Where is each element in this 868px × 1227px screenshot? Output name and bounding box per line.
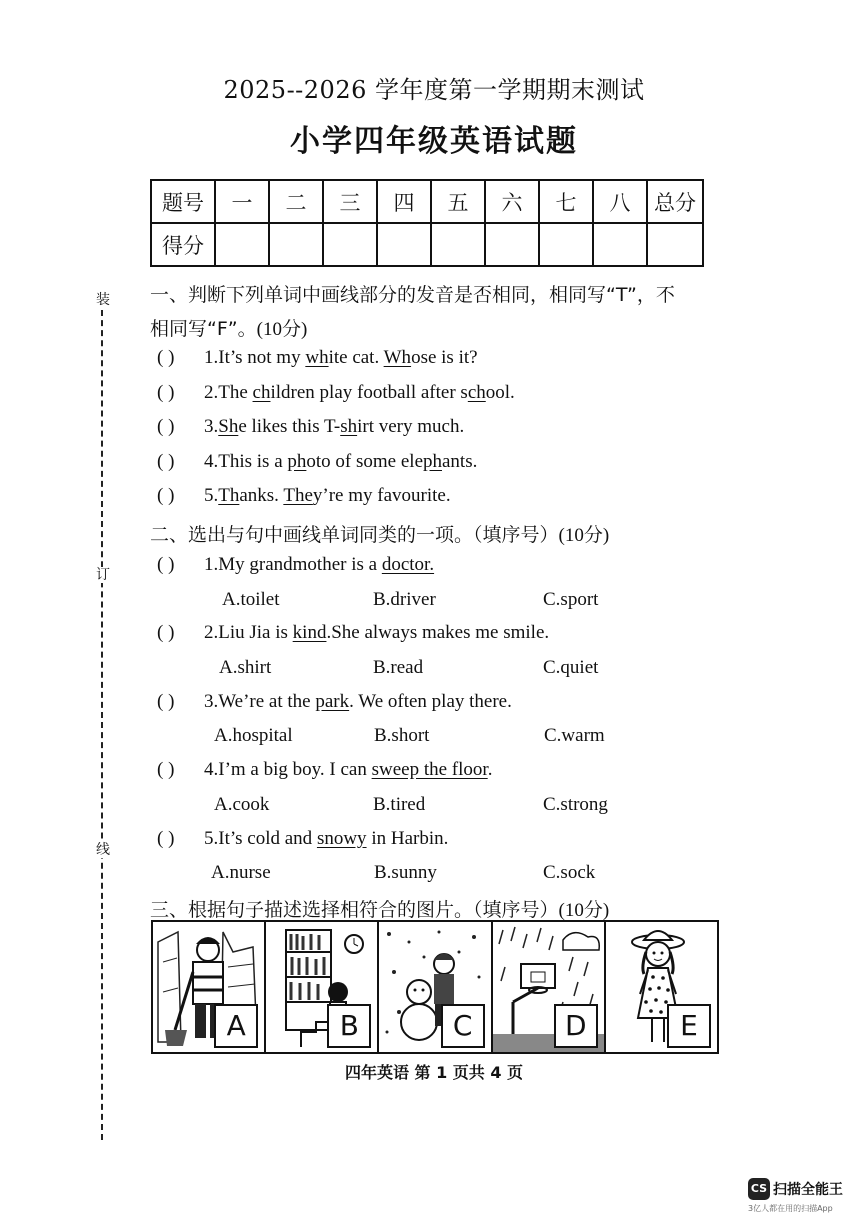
picture-d-rainy-court[interactable] bbox=[493, 922, 606, 1052]
question-item: ( ) 2.The children play football after school. bbox=[157, 382, 515, 403]
section2-heading: 二、选出与句中画线单词同类的一项。（填序号）(10分) bbox=[150, 524, 610, 546]
watermark-tagline: 3亿人都在用的扫描App bbox=[748, 1204, 833, 1213]
answer-blank[interactable]: ( ) bbox=[157, 691, 175, 712]
score-cell: 六 bbox=[485, 180, 539, 223]
score-cell: 一 bbox=[215, 180, 269, 223]
question-item: ( ) 5.Thanks. They’re my favourite. bbox=[157, 485, 451, 506]
score-cell: 七 bbox=[539, 180, 593, 223]
score-cell: 八 bbox=[593, 180, 647, 223]
answer-blank[interactable]: ( ) bbox=[157, 416, 175, 437]
score-input-cell[interactable] bbox=[485, 223, 539, 266]
answer-blank[interactable]: ( ) bbox=[157, 451, 175, 472]
picture-label: C bbox=[441, 1004, 485, 1048]
score-input-cell[interactable] bbox=[593, 223, 647, 266]
camscanner-logo-icon: CS bbox=[748, 1178, 770, 1200]
option[interactable]: C.sock bbox=[543, 862, 596, 883]
score-table-score-row bbox=[151, 223, 703, 266]
option[interactable]: B.driver bbox=[373, 589, 436, 610]
picture-label: D bbox=[554, 1004, 598, 1048]
option[interactable]: C.strong bbox=[543, 794, 608, 815]
exam-title: 2025--2026 学年度第一学期期末测试 bbox=[223, 76, 645, 104]
question-item: ( ) 1.It’s not my white cat. Whose is it? bbox=[157, 347, 478, 368]
answer-blank[interactable]: ( ) bbox=[157, 347, 175, 368]
question-item: ( ) 1.My grandmother is a doctor. bbox=[157, 554, 435, 575]
option[interactable]: C.quiet bbox=[543, 657, 599, 678]
question-item: ( ) 4.This is a photo of some elephants. bbox=[157, 451, 478, 472]
picture-b-library[interactable] bbox=[266, 922, 379, 1052]
answer-blank[interactable]: ( ) bbox=[157, 485, 175, 506]
option[interactable]: B.short bbox=[374, 725, 430, 746]
score-table-header-row bbox=[151, 180, 703, 223]
option[interactable]: B.read bbox=[373, 657, 424, 678]
score-cell: 题号 bbox=[151, 180, 215, 223]
score-input-cell[interactable] bbox=[431, 223, 485, 266]
page-footer: 四年英语 第 1 页共 4 页 bbox=[344, 1063, 524, 1082]
answer-blank[interactable]: ( ) bbox=[157, 622, 175, 643]
binding-margin-line bbox=[101, 300, 103, 1140]
exam-subtitle: 小学四年级英语试题 bbox=[290, 124, 578, 159]
score-input-cell[interactable] bbox=[647, 223, 703, 266]
score-cell: 五 bbox=[431, 180, 485, 223]
question-item: ( ) 5.It’s cold and snowy in Harbin. bbox=[157, 828, 449, 849]
score-cell: 四 bbox=[377, 180, 431, 223]
option[interactable]: B.tired bbox=[373, 794, 426, 815]
question-item: ( ) 3.We’re at the park. We often play there. bbox=[157, 691, 512, 712]
score-cell: 二 bbox=[269, 180, 323, 223]
option[interactable]: C.sport bbox=[543, 589, 599, 610]
score-input-cell[interactable] bbox=[377, 223, 431, 266]
answer-blank[interactable]: ( ) bbox=[157, 828, 175, 849]
answer-blank[interactable]: ( ) bbox=[157, 382, 175, 403]
option[interactable]: A.cook bbox=[214, 794, 270, 815]
picture-label: A bbox=[214, 1004, 258, 1048]
margin-char: 线 bbox=[96, 842, 110, 858]
option[interactable]: A.nurse bbox=[211, 862, 271, 883]
score-cell: 总分 bbox=[647, 180, 703, 223]
option[interactable]: C.warm bbox=[544, 725, 605, 746]
score-cell: 三 bbox=[323, 180, 377, 223]
picture-c-snowman[interactable] bbox=[379, 922, 492, 1052]
picture-strip bbox=[151, 920, 719, 1054]
margin-char: 订 bbox=[96, 567, 110, 583]
picture-label: B bbox=[327, 1004, 371, 1048]
score-input-cell[interactable] bbox=[539, 223, 593, 266]
score-input-cell[interactable] bbox=[323, 223, 377, 266]
section3-heading: 三、根据句子描述选择相符合的图片。（填序号）(10分) bbox=[150, 899, 610, 921]
answer-blank[interactable]: ( ) bbox=[157, 759, 175, 780]
option[interactable]: A.toilet bbox=[222, 589, 280, 610]
option[interactable]: B.sunny bbox=[374, 862, 437, 883]
answer-blank[interactable]: ( ) bbox=[157, 554, 175, 575]
picture-e-girl-dress[interactable] bbox=[606, 922, 717, 1052]
margin-char: 装 bbox=[96, 292, 110, 308]
watermark-name: 扫描全能王 bbox=[773, 1182, 843, 1198]
picture-a-cleaner[interactable] bbox=[153, 922, 266, 1052]
question-item: ( ) 3.She likes this T-shirt very much. bbox=[157, 416, 465, 437]
score-input-cell[interactable] bbox=[215, 223, 269, 266]
question-item: ( ) 4.I’m a big boy. I can sweep the floor. bbox=[157, 759, 493, 780]
score-table bbox=[150, 179, 704, 267]
score-input-cell[interactable] bbox=[269, 223, 323, 266]
scanner-watermark bbox=[748, 1178, 843, 1213]
option[interactable]: A.shirt bbox=[219, 657, 272, 678]
option[interactable]: A.hospital bbox=[214, 725, 293, 746]
section1-heading-cont: 相同写“F”。(10分) bbox=[150, 318, 308, 340]
question-item: ( ) 2.Liu Jia is kind.She always makes me smile. bbox=[157, 622, 550, 643]
score-cell: 得分 bbox=[151, 223, 215, 266]
picture-label: E bbox=[667, 1004, 711, 1048]
section1-heading: 一、判断下列单词中画线部分的发音是否相同，相同写“T”，不 bbox=[150, 284, 675, 306]
